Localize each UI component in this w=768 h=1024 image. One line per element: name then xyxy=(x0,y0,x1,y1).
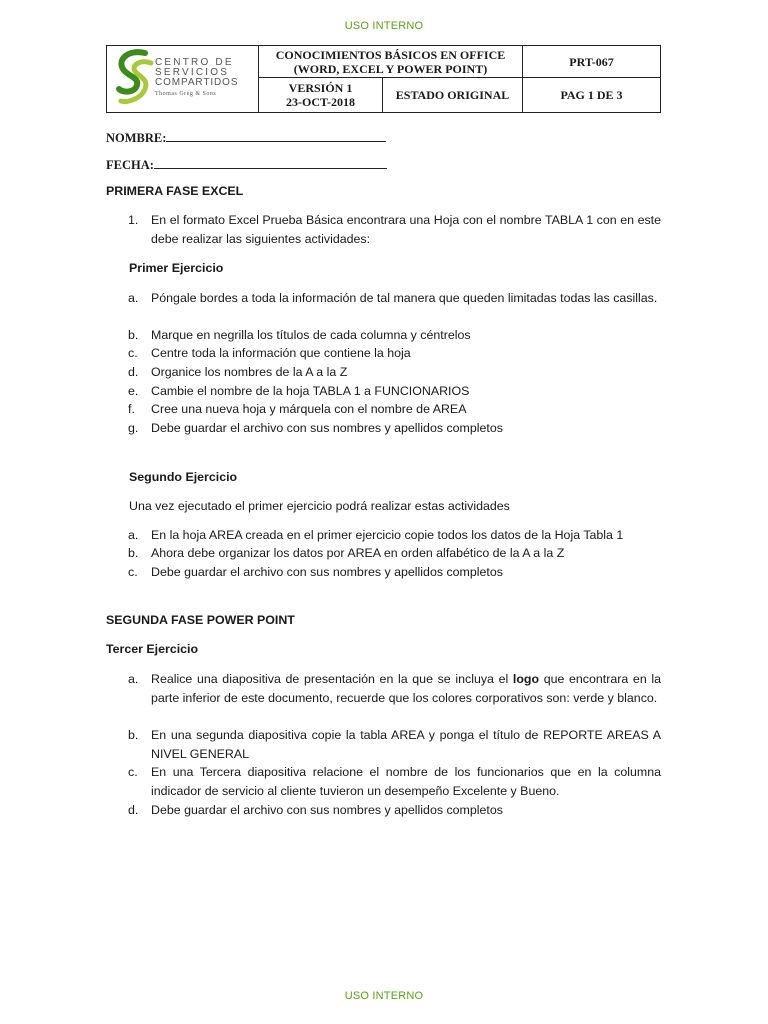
version-date: 23-OCT-2018 xyxy=(286,95,355,109)
list-item-text: Debe guardar el archivo con sus nombres y apellidos completos xyxy=(151,421,503,435)
list-marker: c. xyxy=(128,346,138,360)
ej1-item-g xyxy=(106,419,661,438)
logo-swoosh-icon xyxy=(115,49,155,107)
ej1-item-c xyxy=(106,344,661,363)
ej1-item-f xyxy=(106,400,661,419)
fase2-heading: SEGUNDA FASE POWER POINT xyxy=(106,613,295,627)
nombre-blank-line xyxy=(166,129,386,142)
ej1-item-e xyxy=(106,382,661,401)
list-marker: d. xyxy=(128,803,139,817)
ej3-item-b xyxy=(106,726,661,763)
list-marker: a. xyxy=(128,672,139,686)
item-a-text-post: que encontrara en la parte inferior de este documento, recuerde que los colores corporativos son: verde y blanco. xyxy=(151,672,662,705)
list-item-text: Póngale bordes a toda la información de tal manera que queden limitadas todas las casillas. xyxy=(151,291,658,305)
list-item-text: Centre toda la información que contiene la hoja xyxy=(151,346,411,360)
list-marker: f. xyxy=(128,402,135,416)
ej3-item-a xyxy=(106,670,661,707)
list-marker: a. xyxy=(128,291,139,305)
logo-line-2: SERVICIOS xyxy=(155,67,230,78)
document-title-cell xyxy=(259,46,523,78)
ej3-item-d xyxy=(106,801,661,820)
list-item-text xyxy=(151,670,661,707)
list-marker: c. xyxy=(128,565,138,579)
document-title-line-1: CONOCIMIENTOS BÁSICOS EN OFFICE xyxy=(275,47,506,62)
company-logo xyxy=(107,46,258,112)
list-item-text: Ahora debe organizar los datos por AREA en orden alfabético de la A a la Z xyxy=(151,546,565,560)
fase1-item-1 xyxy=(106,211,661,248)
ej1-item-d xyxy=(106,363,661,382)
fase1-heading: PRIMERA FASE EXCEL xyxy=(106,184,244,198)
ej1-item-a xyxy=(106,289,661,308)
list-marker: e. xyxy=(128,384,139,398)
list-marker: d. xyxy=(128,365,139,379)
ej2-item-a xyxy=(106,526,661,545)
list-item-text: Cree una nueva hoja y márquela con el nombre de AREA xyxy=(151,402,467,416)
document-title-line-2: (WORD, EXCEL Y POWER POINT) xyxy=(293,61,488,76)
item-a-text-pre: Realice una diapositiva de presentación en la que se incluya el xyxy=(151,672,513,686)
list-marker: b. xyxy=(128,328,139,342)
document-header-table xyxy=(106,45,661,113)
list-item-text: Organice los nombres de la A a la Z xyxy=(151,365,348,379)
ej3-heading: Tercer Ejercicio xyxy=(106,642,199,656)
internal-use-tag-bottom: USO INTERNO xyxy=(344,990,424,1002)
ej2-item-b xyxy=(106,544,661,563)
list-item-text: En la hoja AREA creada en el primer ejercicio copie todos los datos de la Hoja Tabla 1 xyxy=(151,528,624,542)
logo-cell xyxy=(107,46,259,113)
list-item-text: En una Tercera diapositiva relacione el nombre de los funcionarios que en la columna indicador de servicio al cliente tuvieron un desempeño Excelente y Bueno. xyxy=(151,765,661,798)
version-estado-cell xyxy=(259,78,523,113)
ej2-intro: Una vez ejecutado el primer ejercicio podrá realizar estas actividades xyxy=(129,499,510,513)
fecha-field xyxy=(106,156,387,173)
list-item-text: Debe guardar el archivo con sus nombres y apellidos completos xyxy=(151,803,503,817)
page-number: PAG 1 DE 3 xyxy=(523,78,661,113)
list-item-text: Debe guardar el archivo con sus nombres y apellidos completos xyxy=(151,565,503,579)
document-code: PRT-067 xyxy=(523,46,661,78)
nombre-field xyxy=(106,129,386,146)
version-cell xyxy=(259,78,383,112)
ej2-heading: Segundo Ejercicio xyxy=(129,470,238,484)
version-label: VERSIÓN 1 xyxy=(288,81,353,95)
ej1-item-b xyxy=(106,326,661,345)
list-item-text: En el formato Excel Prueba Básica encontrara una Hoja con el nombre TABLA 1 con en este debe realizar las siguientes actividades: xyxy=(151,213,661,246)
list-marker: 1. xyxy=(128,213,139,227)
list-marker: b. xyxy=(128,546,139,560)
ej3-item-c xyxy=(106,763,661,800)
fecha-label: FECHA: xyxy=(106,158,154,172)
logo-line-4: Thomas Greg & Sons xyxy=(155,91,217,97)
ej1-heading: Primer Ejercicio xyxy=(129,261,224,275)
list-item-text: En una segunda diapositiva copie la tabla AREA y ponga el título de REPORTE AREAS A NIVEL GENERAL xyxy=(151,728,661,761)
nombre-label: NOMBRE: xyxy=(106,131,167,145)
logo-line-1: CENTRO DE xyxy=(155,57,234,68)
ej2-item-c xyxy=(106,563,661,582)
list-marker: b. xyxy=(128,728,139,742)
internal-use-tag-top: USO INTERNO xyxy=(344,20,424,32)
item-a-logo-word: logo xyxy=(512,672,540,686)
list-marker: c. xyxy=(128,765,138,779)
list-item-text: Cambie el nombre de la hoja TABLA 1 a FUNCIONARIOS xyxy=(151,384,470,398)
estado-cell: ESTADO ORIGINAL xyxy=(395,88,510,102)
fecha-blank-line xyxy=(154,156,387,169)
logo-line-3: COMPARTIDOS xyxy=(155,77,239,88)
list-marker: g. xyxy=(128,421,139,435)
list-marker: a. xyxy=(128,528,139,542)
list-item-text: Marque en negrilla los títulos de cada columna y céntrelos xyxy=(151,328,471,342)
